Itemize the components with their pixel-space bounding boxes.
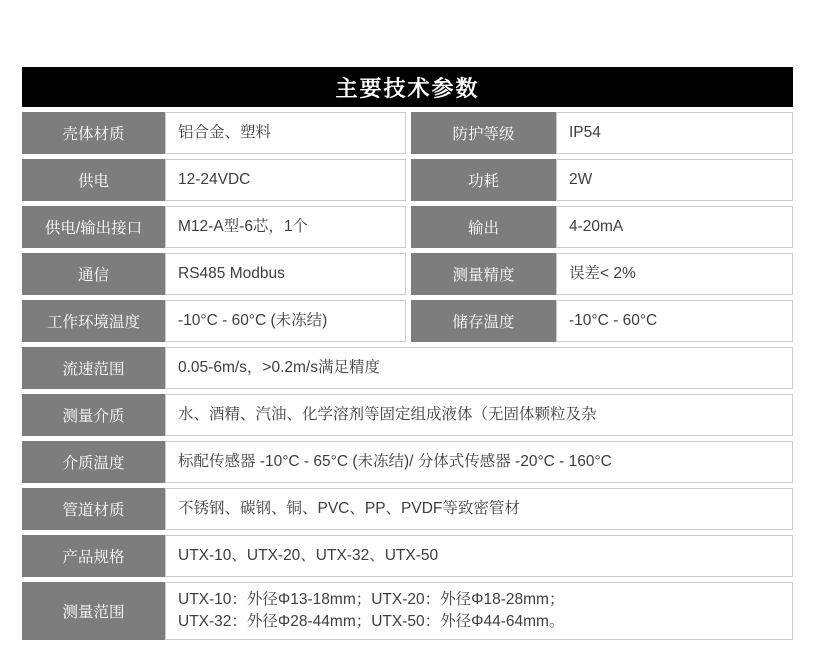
spec-pair [22,300,406,342]
spec-pair [22,488,793,530]
spec-label: 测量范围 [22,582,165,640]
spec-label: 供电 [22,159,165,201]
spec-pair [22,394,793,436]
spec-value-line: UTX-32：外径Φ28-44mm；UTX-50：外径Φ44-64mm。 [178,613,565,630]
table-row [22,441,793,483]
spec-label: 介质温度 [22,441,165,483]
spec-pair [22,347,793,389]
spec-pair [22,112,406,154]
spec-value: 2W [556,159,793,201]
table-row [22,159,793,201]
table-row [22,206,793,248]
table-row [22,488,793,530]
spec-label: 壳体材质 [22,112,165,154]
spec-value: 误差< 2% [556,253,793,295]
spec-pair [22,582,793,640]
spec-value: 铝合金、塑料 [165,112,406,154]
spec-value: 12-24VDC [165,159,406,201]
spec-label: 测量介质 [22,394,165,436]
page-title: 主要技术参数 [22,67,793,107]
spec-pair [411,253,793,295]
spec-label: 产品规格 [22,535,165,577]
spec-pair [411,112,793,154]
spec-value: 标配传感器 -10°C - 65°C (未冻结)/ 分体式传感器 -20°C - 160°C [165,441,793,483]
spec-pair [22,159,406,201]
table-row [22,112,793,154]
spec-label: 输出 [411,206,556,248]
spec-label: 功耗 [411,159,556,201]
spec-label: 流速范围 [22,347,165,389]
spec-pair [22,441,793,483]
spec-value: IP54 [556,112,793,154]
spec-value: -10°C - 60°C (未冻结) [165,300,406,342]
spec-value: 不锈钢、碳钢、铜、PVC、PP、PVDF等致密管材 [165,488,793,530]
spec-label: 储存温度 [411,300,556,342]
table-row [22,535,793,577]
spec-label: 测量精度 [411,253,556,295]
table-row [22,347,793,389]
spec-label: 通信 [22,253,165,295]
spec-value-line: UTX-10：外径Φ13-18mm；UTX-20：外径Φ18-28mm； [178,591,565,608]
spec-table [22,112,793,640]
spec-pair [22,253,406,295]
spec-pair [411,300,793,342]
spec-pair [22,206,406,248]
spec-value: -10°C - 60°C [556,300,793,342]
spec-sheet [22,67,793,640]
spec-value: 4-20mA [556,206,793,248]
table-row [22,253,793,295]
spec-pair [411,159,793,201]
spec-value: 0.05-6m/s，>0.2m/s满足精度 [165,347,793,389]
table-row [22,394,793,436]
spec-value: 水、酒精、汽油、化学溶剂等固定组成液体（无固体颗粒及杂 [165,394,793,436]
spec-label: 管道材质 [22,488,165,530]
spec-pair [411,206,793,248]
table-row [22,582,793,640]
spec-label: 工作环境温度 [22,300,165,342]
spec-label: 防护等级 [411,112,556,154]
spec-value: UTX-10、UTX-20、UTX-32、UTX-50 [165,535,793,577]
spec-value [165,582,793,640]
spec-value: RS485 Modbus [165,253,406,295]
spec-pair [22,535,793,577]
spec-value: M12-A型-6芯，1个 [165,206,406,248]
table-row [22,300,793,342]
spec-label: 供电/输出接口 [22,206,165,248]
